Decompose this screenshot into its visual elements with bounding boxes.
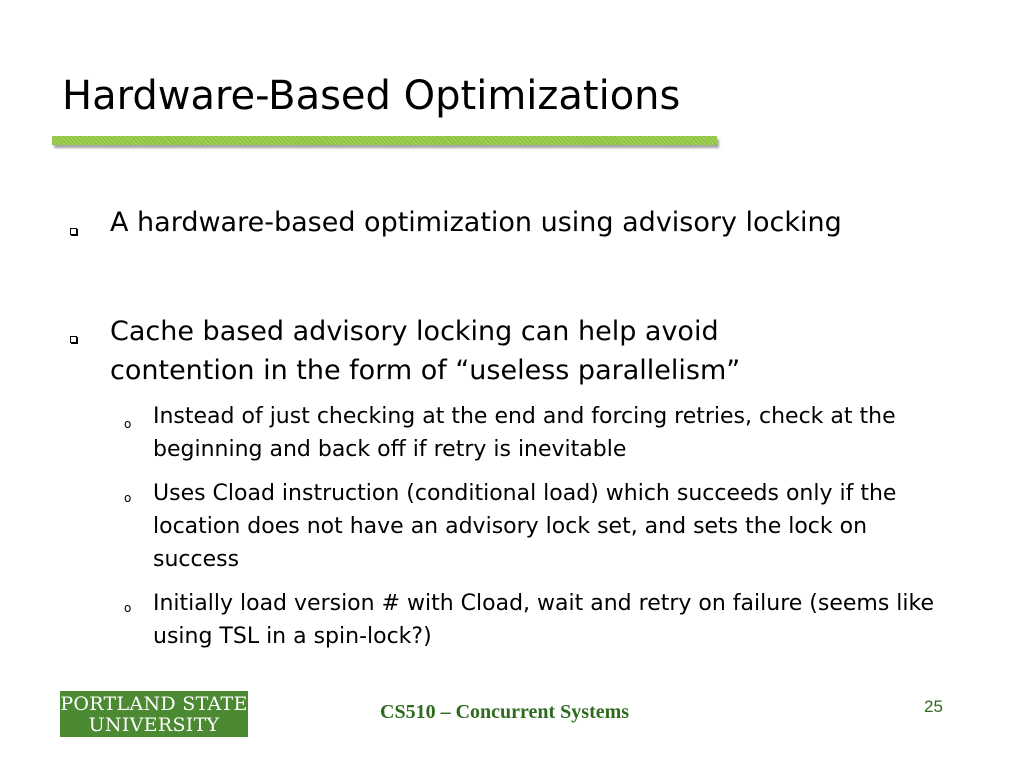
subbullet-text: Initially load version # with Cload, wait and retry on failure (seems like using TSL in a spin-lock?) [153, 591, 935, 649]
hollow-square-icon [70, 228, 77, 235]
university-logo [60, 691, 248, 737]
bullet-text: A hardware-based optimization using advisory locking [110, 207, 842, 238]
small-circle-icon: o [124, 491, 132, 505]
hollow-square-icon [70, 336, 77, 343]
page-number: 25 [924, 697, 943, 716]
title-underline [52, 136, 717, 145]
bullet-text: Cache based advisory locking can help avoid contention in the form of “useless parallelism” [110, 316, 741, 386]
subbullet-text: Uses Cload instruction (conditional load) which succeeds only if the location does not have an advisory lock set, and sets the lock on success [153, 481, 897, 572]
small-circle-icon: o [124, 417, 132, 431]
slide-title: Hardware-Based Optimizations [62, 73, 681, 119]
subbullet-text: Instead of just checking at the end and forcing retries, check at the beginning and back off if retry is inevitable [153, 404, 896, 462]
logo-line-1: PORTLAND STATE [60, 693, 248, 715]
logo-line-2: UNIVERSITY [88, 714, 220, 736]
course-footer: CS510 – Concurrent Systems [380, 701, 630, 723]
small-circle-icon: o [124, 601, 132, 615]
